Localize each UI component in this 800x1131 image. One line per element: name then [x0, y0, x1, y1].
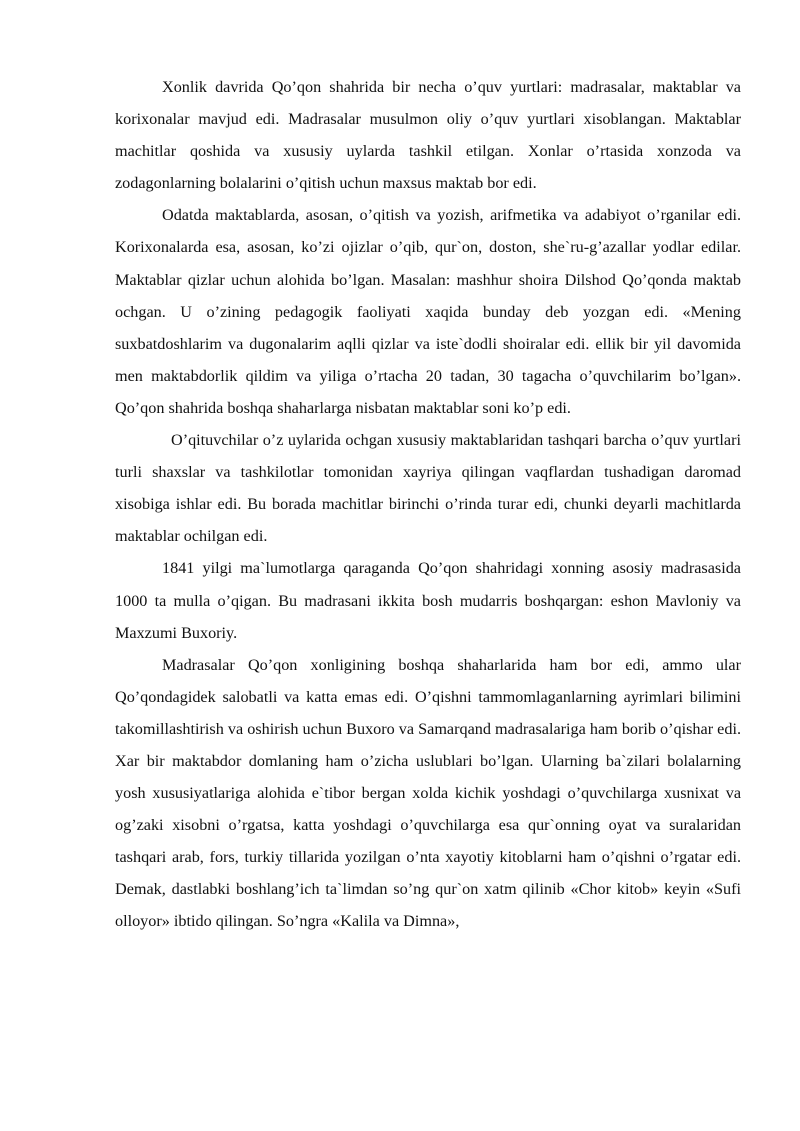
paragraph: 1841 yilgi ma`lumotlarga qaraganda Qo’qon shahridagi xonning asosiy madrasasida 1000 ta mulla o’qigan. Bu madrasani ikkita bosh mudarris boshqargan: eshon Mavloniy va Maxzumi Buxoriy.: [115, 559, 741, 642]
paragraph: Xonlik davrida Qo’qon shahrida bir necha o’quv yurtlari: madrasalar, maktablar va korixonalar mavjud edi. Madrasalar musulmon oliy o’quv yurtlari xisoblangan. Maktablar machitlar qoshida va xususiy uylarda tashkil etilgan. Xonlar o’rtasida xonzoda va zodagonlarning bolalarini o’qitish uchun maxsus maktab bor edi.: [115, 78, 741, 193]
paragraph: Madrasalar Qo’qon xonligining boshqa shaharlarida ham bor edi, ammo ular Qo’qondagidek salobatli va katta emas edi. O’qishni tammomlaganlarning ayrimlari bilimini takomillashtirish va oshirish uchun Buxoro va Samarqand madrasalariga ham borib o’qishar edi. Xar bir maktabdor domlaning ham o’zicha uslublari bo’lgan. Ularning ba`zilari bolalarning yosh xususiyatlariga alohida e`tibor bergan xolda kichik yoshdagi o’quvchilarga xusnixat va og’zaki xisobni o’rgatsa, katta yoshdagi o’quvchilarga esa qur`onning oyat va suralaridan tashqari arab, fors, turkiy tillarida yozilgan o’nta xayotiy kitoblarni ham o’qishni o’rgatar edi. Demak, dastlabki boshlang’ich ta`limdan so’ng qur`on xatm qilinib «Chor kitob» keyin «Sufi olloyor» ibtido qilingan. So’ngra «Kalila va Dimna»,: [115, 655, 741, 931]
document-page: [115, 71, 741, 938]
paragraph: Odatda maktablarda, asosan, o’qitish va yozish, arifmetika va adabiyot o’rganilar edi. Korixonalarda esa, asosan, ko’zi ojizlar o’qib, qur`on, doston, she`ru-g’azallar yodlar edilar. Maktablar qizlar uchun alohida bo’lgan. Masalan: mashhur shoira Dilshod Qo’qonda maktab ochgan. U o’zining pedagogik faoliyati xaqida bunday deb yozgan edi. «Mening suxbatdoshlarim va dugonalarim aqlli qizlar va iste`dodli shoiralar edi. ellik bir yil davomida men maktabdorlik qildim va yiliga o’rtacha 20 tadan, 30 tagacha o’quvchilarim bo’lgan». Qo’qon shahrida boshqa shaharlarga nisbatan maktablar soni ko’p edi.: [115, 206, 741, 417]
paragraph: O’qituvchilar o’z uylarida ochgan xususiy maktablaridan tashqari barcha o’quv yurtlari turli shaxslar va tashkilotlar tomonidan xayriya qilingan vaqflardan tushadigan daromad xisobiga ishlar edi. Bu borada machitlar birinchi o’rinda turar edi, chunki deyarli machitlarda maktablar ochilgan edi.: [115, 431, 741, 546]
